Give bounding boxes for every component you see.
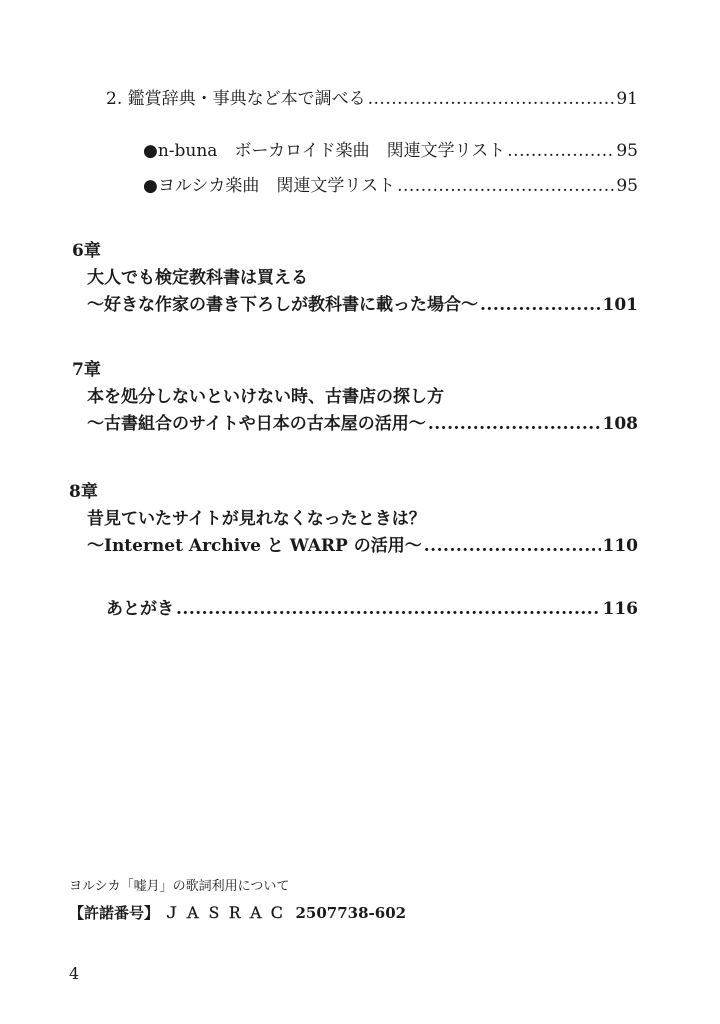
toc-entry-label: ●n-buna ボーカロイド楽曲 関連文学リスト — [143, 141, 506, 161]
license-code: 2507738-602 — [295, 904, 407, 922]
page-number: 4 — [69, 964, 80, 983]
dot-leader — [397, 176, 614, 196]
chapter-7-title[interactable]: 本を処分しないといけない時、古書店の探し方 — [87, 387, 444, 407]
dot-leader — [368, 89, 615, 109]
dot-leader — [176, 599, 601, 619]
toc-entry-page: 116 — [602, 599, 638, 619]
chapter-8-title[interactable]: 昔見ていたサイトが見れなくなったときは？ — [87, 509, 426, 529]
chapter-subtitle: 〜好きな作家の書き下ろしが教科書に載った場合〜 — [87, 295, 478, 315]
toc-entry-page: 95 — [616, 141, 638, 161]
toc-entry-page: 108 — [602, 414, 638, 434]
toc-entry-page: 91 — [616, 89, 638, 109]
dot-leader — [428, 414, 601, 434]
chapter-subtitle: 〜Internet Archive と WARP の活用〜 — [87, 536, 422, 556]
license-label: 【許諾番号】 — [69, 904, 160, 922]
chapter-7-number: 7章 — [72, 360, 101, 380]
license-org: ＪＡＳＲＡＣ — [164, 904, 291, 922]
toc-entry-afterword[interactable] — [106, 594, 638, 619]
chapter-7-subtitle-line[interactable] — [87, 409, 638, 434]
chapter-subtitle: 〜古書組合のサイトや日本の古本屋の活用〜 — [87, 414, 426, 434]
license-number — [69, 902, 406, 923]
chapter-6-title[interactable]: 大人でも検定教科書は買える — [87, 268, 308, 288]
toc-entry-label: ●ヨルシカ楽曲 関連文学リスト — [143, 176, 396, 196]
toc-entry-page: 95 — [616, 176, 638, 196]
chapter-6-subtitle-line[interactable] — [87, 290, 638, 315]
chapter-6-number: 6章 — [72, 241, 101, 261]
toc-entry-yorushika-list[interactable] — [143, 171, 638, 196]
chapter-8-number: 8章 — [69, 482, 98, 502]
toc-entry-page: 110 — [602, 536, 638, 556]
dot-leader — [480, 295, 601, 315]
lyrics-usage-note: ヨルシカ「嘘月」の歌詞利用について — [69, 879, 290, 894]
dot-leader — [507, 141, 614, 161]
toc-entry-section-2[interactable] — [106, 84, 638, 109]
dot-leader — [424, 536, 601, 556]
chapter-8-subtitle-line[interactable] — [87, 531, 638, 556]
toc-entry-label: 2. 鑑賞辞典・事典など本で調べる — [106, 89, 366, 109]
toc-entry-page: 101 — [602, 295, 638, 315]
toc-entry-nbuna-list[interactable] — [143, 136, 638, 161]
toc-entry-label: あとがき — [106, 599, 174, 619]
